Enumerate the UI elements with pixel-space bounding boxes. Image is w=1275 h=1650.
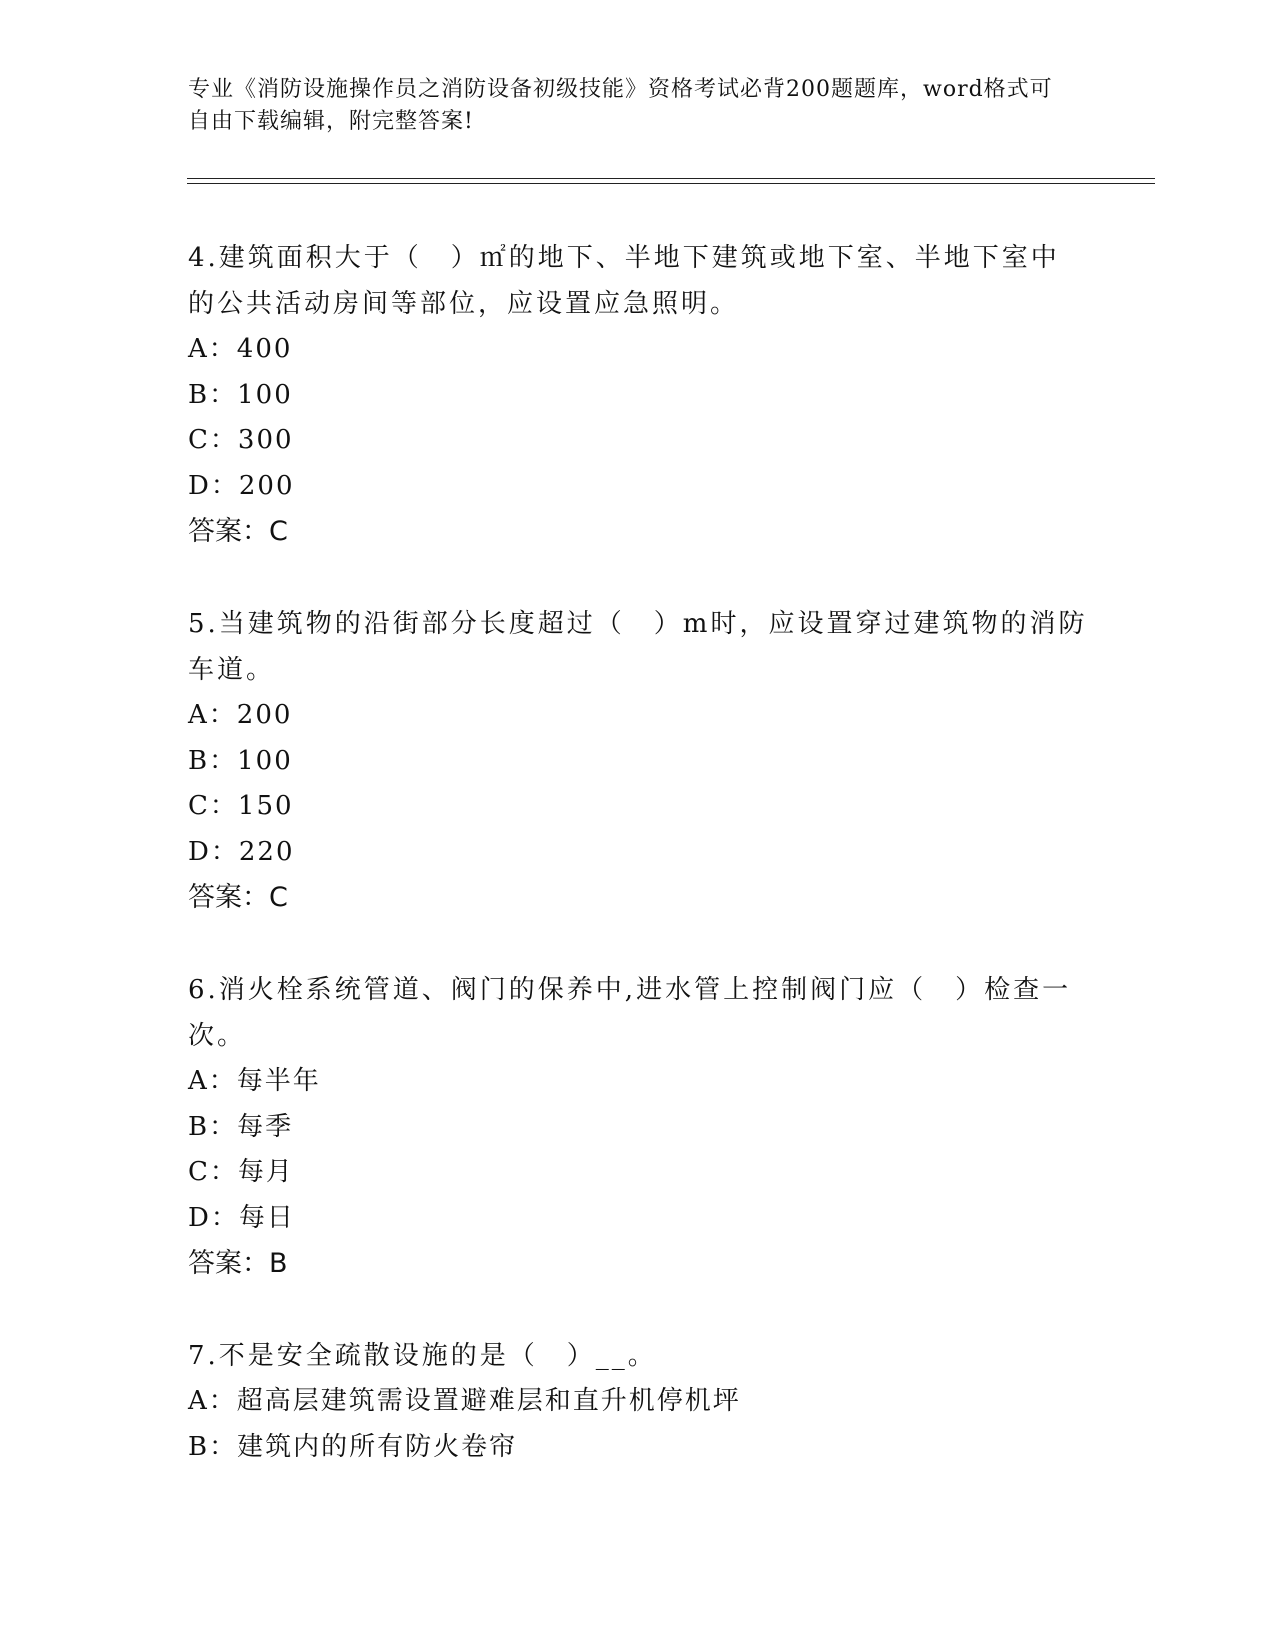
option-b — [188, 1105, 1088, 1151]
question-4 — [188, 235, 1088, 555]
option-text: 每日 — [238, 1202, 295, 1233]
question-6 — [188, 967, 1088, 1287]
option-b — [188, 1425, 1088, 1471]
option-text: 每月 — [237, 1157, 294, 1187]
header-divider-bottom — [187, 183, 1155, 184]
question-list — [188, 235, 1088, 1516]
option-text: 超高层建筑需设置避难层和直升机停机坪 — [236, 1386, 741, 1416]
document-header: 专业《消防设施操作员之消防设备初级技能》资格考试必背200题题库，word格式可自由下载编辑，附完整答案! — [188, 77, 1053, 134]
answer-line: 答案：C — [188, 882, 288, 913]
option-b — [188, 373, 1088, 419]
option-a — [188, 1379, 1088, 1425]
answer-line: 答案：C — [188, 516, 288, 547]
question-stem: 4.建筑面积大于（ ）㎡的地下、半地下建筑或地下室、半地下室中的公共活动房间等部位，应设置应急照明。 — [188, 243, 1060, 319]
option-letter: D： — [188, 1202, 239, 1233]
option-d — [188, 830, 1088, 876]
option-text: 建筑内的所有防火卷帘 — [237, 1431, 518, 1462]
option-a — [188, 1059, 1088, 1105]
header-divider-top — [187, 178, 1155, 179]
option-d — [188, 1196, 1088, 1242]
option-a — [188, 693, 1088, 739]
option-text: 100 — [237, 379, 293, 410]
option-letter: C： — [188, 791, 238, 821]
option-b — [188, 739, 1088, 785]
question-stem: 5.当建筑物的沿街部分长度超过（ ）m时，应设置穿过建筑物的消防车道。 — [188, 609, 1088, 685]
question-7 — [188, 1333, 1088, 1470]
option-letter: B： — [188, 379, 238, 410]
answer-line: 答案：B — [188, 1248, 288, 1279]
option-text: 每季 — [237, 1111, 294, 1142]
question-stem: 6.消火栓系统管道、阀门的保养中,进水管上控制阀门应（ ）检查一次。 — [188, 975, 1072, 1051]
option-letter: C： — [188, 425, 238, 455]
option-text: 200 — [238, 470, 295, 501]
option-letter: D： — [188, 836, 239, 867]
option-text: 150 — [237, 791, 294, 821]
option-text: 100 — [237, 745, 293, 776]
option-letter: C： — [188, 1157, 238, 1187]
option-text: 200 — [236, 700, 293, 730]
option-letter: B： — [188, 1431, 238, 1462]
option-letter: B： — [188, 745, 238, 776]
option-c — [188, 1150, 1088, 1196]
option-c — [188, 784, 1088, 830]
option-text: 220 — [238, 836, 295, 867]
option-d — [188, 464, 1088, 510]
option-letter: D： — [188, 470, 239, 501]
question-5 — [188, 601, 1088, 921]
option-text: 300 — [237, 425, 294, 455]
option-c — [188, 418, 1088, 464]
option-letter: A： — [188, 1066, 237, 1096]
option-text: 400 — [236, 334, 293, 364]
option-letter: A： — [188, 1386, 237, 1416]
option-a — [188, 327, 1088, 373]
option-letter: A： — [188, 334, 237, 364]
option-letter: A： — [188, 700, 237, 730]
option-letter: B： — [188, 1111, 238, 1142]
question-stem: 7.不是安全疏散设施的是（ ）__。 — [188, 1341, 657, 1371]
option-text: 每半年 — [236, 1066, 321, 1096]
